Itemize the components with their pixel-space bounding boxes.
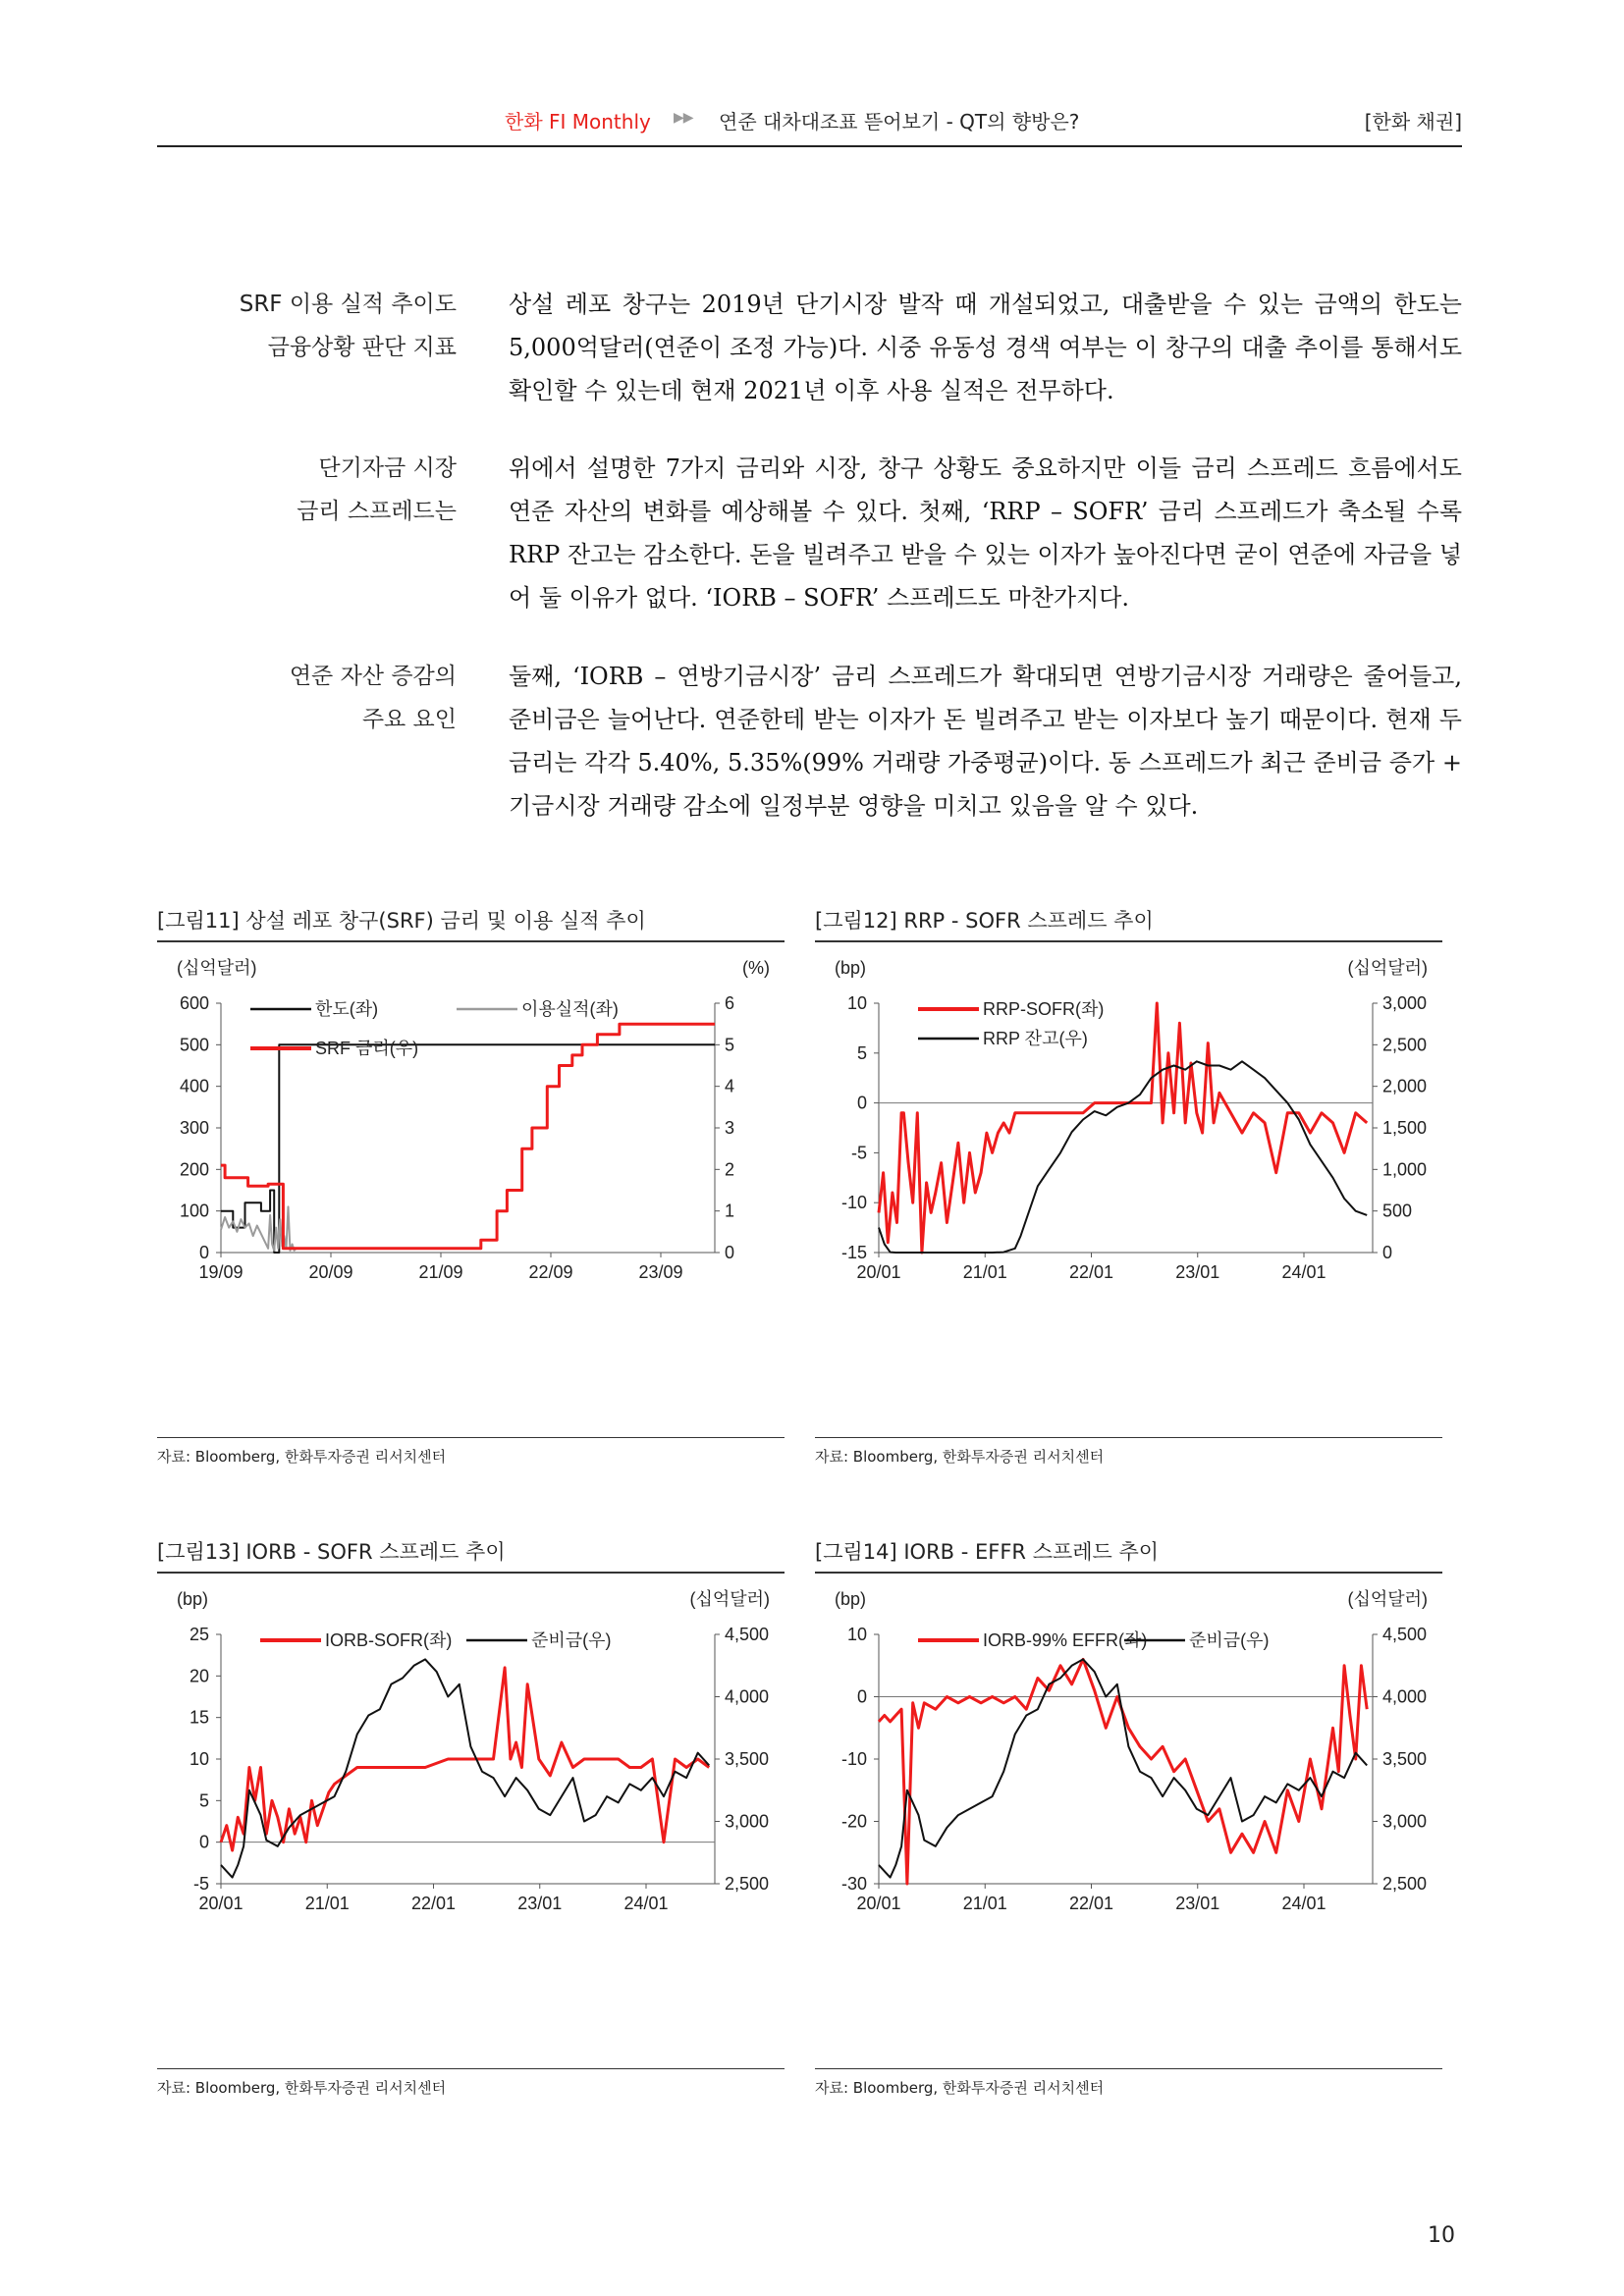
figure-source: 자료: Bloomberg, 한화투자증권 리서치센터	[815, 2079, 1105, 2097]
section-side-heading: 단기자금 시장 금리 스프레드는	[297, 455, 457, 524]
page-number: 10	[1428, 2223, 1455, 2248]
left-tick-label: 0	[856, 1093, 867, 1113]
chart-fig11	[157, 946, 785, 1388]
brand-label: 한화 FI Monthly	[505, 110, 651, 133]
right-tick-label: 3,000	[1382, 993, 1428, 1013]
series-line-1	[879, 1061, 1367, 1253]
figure-14	[815, 1536, 1442, 2106]
figure-11	[157, 905, 785, 1474]
x-tick-label: 22/01	[1068, 1894, 1114, 1913]
x-tick-label: 21/01	[962, 1262, 1007, 1282]
left-tick-label: 0	[198, 1243, 209, 1262]
figure-13	[157, 1536, 785, 2106]
left-tick-label: 500	[179, 1035, 209, 1055]
right-tick-label: 2,000	[1382, 1076, 1428, 1096]
right-tick-label: 2,500	[1382, 1035, 1428, 1055]
x-tick-label: 19/09	[198, 1262, 244, 1282]
left-tick-label: -10	[840, 1749, 867, 1769]
left-tick-label: 100	[179, 1201, 209, 1221]
x-tick-label: 22/01	[1068, 1262, 1114, 1282]
series-line-0	[879, 1659, 1367, 1884]
right-tick-label: 4,000	[725, 1686, 770, 1707]
x-tick-label: 23/01	[517, 1894, 563, 1913]
legend-label-0: IORB-SOFR(좌)	[325, 1630, 453, 1650]
x-tick-label: 24/01	[623, 1894, 669, 1913]
x-tick-label: 20/01	[856, 1262, 901, 1282]
right-tick-label: 3	[725, 1118, 735, 1138]
left-tick-label: 10	[846, 1625, 867, 1644]
left-tick-label: 10	[846, 993, 867, 1013]
x-tick-label: 21/09	[418, 1262, 463, 1282]
figure-source: 자료: Bloomberg, 한화투자증권 리서치센터	[157, 1448, 447, 1466]
left-tick-label: 5	[856, 1042, 867, 1063]
legend-label-1: 이용실적(좌)	[521, 999, 619, 1019]
left-tick-label: -30	[840, 1874, 867, 1894]
legend-label-1: 준비금(우)	[531, 1630, 612, 1650]
right-axis-unit: (십억달러)	[689, 1589, 770, 1609]
right-axis-unit: (%)	[742, 958, 770, 978]
left-tick-label: 200	[179, 1159, 209, 1180]
right-tick-label: 0	[1382, 1243, 1393, 1262]
page-header	[157, 102, 1462, 147]
figure-source: 자료: Bloomberg, 한화투자증권 리서치센터	[815, 1448, 1105, 1466]
right-tick-label: 1	[725, 1201, 735, 1221]
right-tick-label: 4,000	[1382, 1686, 1428, 1707]
x-tick-label: 22/01	[410, 1894, 457, 1913]
page-title: 연준 대차대조표 뜯어보기 - QT의 향방은?	[719, 110, 1080, 133]
x-tick-label: 24/01	[1281, 1894, 1326, 1913]
left-axis-unit: (bp)	[835, 958, 867, 978]
right-tick-label: 4,500	[1382, 1625, 1428, 1644]
figure-title: [그림11] 상설 레포 창구(SRF) 금리 및 이용 실적 추이	[157, 909, 646, 933]
left-tick-label: 5	[198, 1790, 209, 1811]
left-tick-label: 10	[189, 1749, 209, 1769]
right-tick-label: 1,000	[1382, 1159, 1428, 1180]
figure-source: 자료: Bloomberg, 한화투자증권 리서치센터	[157, 2079, 447, 2097]
left-tick-label: 15	[189, 1707, 209, 1728]
left-tick-label: 20	[189, 1666, 209, 1686]
right-tick-label: 5	[725, 1035, 735, 1055]
x-tick-label: 20/09	[308, 1262, 353, 1282]
right-tick-label: 3,000	[725, 1811, 770, 1832]
x-tick-label: 23/01	[1175, 1894, 1220, 1913]
breadcrumb-arrows-icon: ▶▶	[674, 110, 693, 126]
legend-label-2: SRF 금리(우)	[315, 1039, 419, 1058]
series-line-2	[221, 1024, 715, 1249]
section-tag: [한화 채권]	[1364, 110, 1462, 133]
chart-fig14	[815, 1577, 1442, 2019]
legend-label-0: 한도(좌)	[315, 999, 379, 1019]
left-tick-label: 0	[198, 1832, 209, 1852]
legend-label-1: RRP 잔고(우)	[983, 1029, 1088, 1048]
right-tick-label: 6	[725, 993, 735, 1013]
left-axis-unit: (십억달러)	[177, 958, 257, 978]
left-tick-label: 300	[179, 1118, 209, 1138]
right-tick-label: 2,500	[1382, 1874, 1428, 1894]
left-axis-unit: (bp)	[835, 1589, 867, 1609]
left-tick-label: 400	[179, 1076, 209, 1096]
x-tick-label: 24/01	[1281, 1262, 1326, 1282]
left-tick-label: 0	[856, 1686, 867, 1707]
figure-12	[815, 905, 1442, 1474]
figure-title: [그림14] IORB - EFFR 스프레드 추이	[815, 1540, 1160, 1564]
left-tick-label: -20	[840, 1811, 867, 1832]
section-body-text: 위에서 설명한 7가지 금리와 시장, 창구 상황도 중요하지만 이들 금리 스프레드 흐름에서도 연준 자산의 변화를 예상해볼 수 있다. 첫째, ‘RRP – SOFR’ 금리 스프레드가 축소될 수록 RRP 잔고는 감소한다. 돈을 빌려주고 받을 수 있는 이자가 높아진다면 굳이 연준에 자금을 넣어 둘 이유가 없다. ‘IORB – SOFR’ 스프레드도 마찬가지다.	[509, 454, 1462, 612]
right-tick-label: 3,500	[725, 1749, 770, 1769]
left-tick-label: -5	[850, 1143, 867, 1163]
left-axis-unit: (bp)	[177, 1589, 209, 1609]
right-tick-label: 4	[725, 1076, 735, 1096]
x-tick-label: 20/01	[198, 1894, 244, 1913]
x-tick-label: 23/09	[638, 1262, 683, 1282]
section-body-text: 상설 레포 창구는 2019년 단기시장 발작 때 개설되었고, 대출받을 수 있는 금액의 한도는 5,000억달러(연준이 조정 가능)다. 시중 유동성 경색 여부는 이 창구의 대출 추이를 통해서도 확인할 수 있는데 현재 2021년 이후 사용 실적은 전무하다.	[509, 291, 1462, 404]
x-tick-label: 20/01	[856, 1894, 901, 1913]
x-tick-label: 23/01	[1175, 1262, 1220, 1282]
x-tick-label: 21/01	[962, 1894, 1007, 1913]
series-line-0	[221, 1044, 715, 1253]
x-tick-label: 22/09	[528, 1262, 573, 1282]
chart-fig12	[815, 946, 1442, 1388]
right-tick-label: 500	[1382, 1201, 1413, 1221]
right-tick-label: 3,000	[1382, 1811, 1428, 1832]
legend-label-0: IORB-99% EFFR(좌)	[983, 1630, 1148, 1650]
right-tick-label: 1,500	[1382, 1118, 1428, 1138]
right-tick-label: 2	[725, 1159, 735, 1180]
right-tick-label: 2,500	[725, 1874, 770, 1894]
legend-label-0: RRP-SOFR(좌)	[983, 999, 1105, 1019]
right-tick-label: 3,500	[1382, 1749, 1428, 1769]
series-line-1	[879, 1659, 1367, 1877]
left-tick-label: -15	[840, 1243, 867, 1262]
section-side-heading: SRF 이용 실적 추이도 금융상황 판단 지표	[239, 292, 457, 360]
right-tick-label: 4,500	[725, 1625, 770, 1644]
right-axis-unit: (십억달러)	[1347, 958, 1428, 978]
series-line-0	[879, 1003, 1367, 1253]
right-tick-label: 0	[725, 1243, 735, 1262]
section-body-text: 둘째, ‘IORB – 연방기금시장’ 금리 스프레드가 확대되면 연방기금시장 거래량은 줄어들고, 준비금은 늘어난다. 연준한테 받는 이자가 돈 빌려주고 받는 이자보다 높기 때문이다. 현재 두 금리는 각각 5.40%, 5.35%(99% 거래량 가중평균)이다. 동 스프레드가 최근 준비금 증가 + 기금시장 거래량 감소에 일정부분 영향을 미치고 있음을 알 수 있다.	[509, 663, 1462, 820]
section-side-heading: 연준 자산 증감의 주요 요인	[289, 664, 457, 732]
left-tick-label: 25	[189, 1625, 209, 1644]
figure-title: [그림12] RRP - SOFR 스프레드 추이	[815, 909, 1154, 933]
right-axis-unit: (십억달러)	[1347, 1589, 1428, 1609]
left-tick-label: 600	[179, 993, 209, 1013]
left-tick-label: -10	[840, 1193, 867, 1213]
x-tick-label: 21/01	[304, 1894, 350, 1913]
left-tick-label: -5	[192, 1874, 209, 1894]
legend-label-1: 준비금(우)	[1189, 1630, 1270, 1650]
chart-fig13	[157, 1577, 785, 2019]
figure-title: [그림13] IORB - SOFR 스프레드 추이	[157, 1540, 506, 1564]
